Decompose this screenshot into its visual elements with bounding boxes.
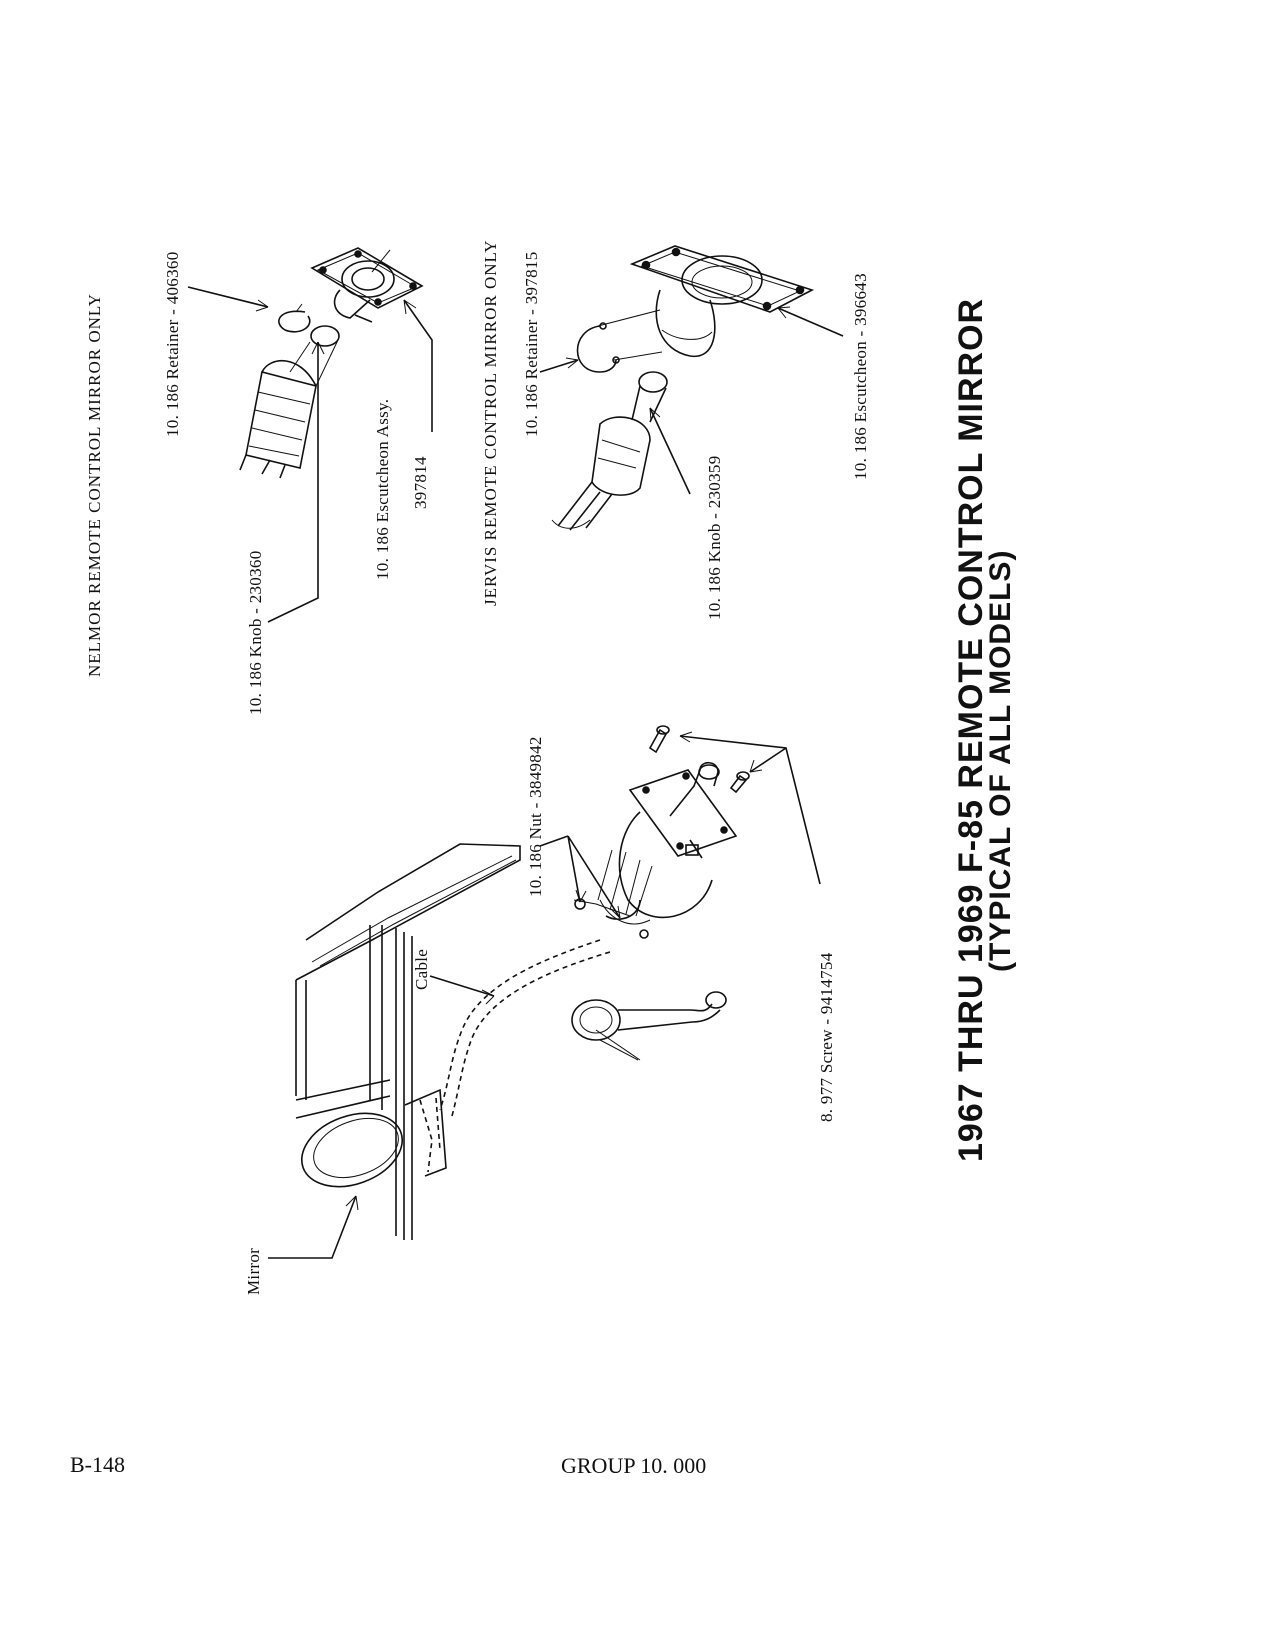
nelmor-retainer-drawing	[279, 304, 310, 332]
jervis-knob-drawing	[552, 372, 667, 530]
outside-mirror-drawing	[292, 1090, 446, 1200]
page-title: 1967 THRU 1969 F-85 REMOTE CONTROL MIRROR	[952, 297, 990, 1162]
cable-drawing	[440, 940, 610, 1116]
jervis-escutcheon-label: 10. 186 Escutcheon - 396643	[851, 273, 870, 480]
cable-label: Cable	[412, 948, 431, 990]
jervis-retainer-label: 10. 186 Retainer - 397815	[522, 251, 541, 437]
door-frame-drawing	[296, 844, 520, 1240]
nelmor-escutcheon-label: 10. 186 Escutcheon Assy.	[373, 398, 392, 580]
nelmor-retainer-label: 10. 186 Retainer - 406360	[163, 251, 182, 437]
mirror-label: Mirror	[244, 1247, 263, 1295]
jervis-retainer-drawing	[578, 310, 663, 372]
nelmor-knob-label: 10. 186 Knob - 230360	[246, 550, 265, 715]
page-subtitle: (TYPICAL OF ALL MODELS)	[984, 549, 1017, 972]
jervis-escutcheon-drawing	[632, 246, 812, 356]
nelmor-heading: NELMOR REMOTE CONTROL MIRROR ONLY	[85, 293, 104, 677]
screw-drawings	[650, 726, 749, 792]
group-number: GROUP 10. 000	[561, 1453, 707, 1478]
jervis-knob-label: 10. 186 Knob - 230359	[705, 455, 724, 620]
jervis-heading: JERVIS REMOTE CONTROL MIRROR ONLY	[481, 239, 500, 606]
nelmor-knob-drawing	[240, 326, 339, 478]
page-number: B-148	[70, 1452, 125, 1477]
main-escutcheon-drawing	[574, 763, 736, 938]
nut-label: 10. 186 Nut - 3849842	[526, 736, 545, 897]
jervis-leader-lines	[540, 307, 843, 494]
screw-label: 8. 977 Screw - 9414754	[817, 952, 836, 1122]
nelmor-leader-lines	[188, 287, 432, 622]
nelmor-escutcheon-part-label: 397814	[411, 456, 430, 509]
window-crank-drawing	[572, 992, 726, 1060]
